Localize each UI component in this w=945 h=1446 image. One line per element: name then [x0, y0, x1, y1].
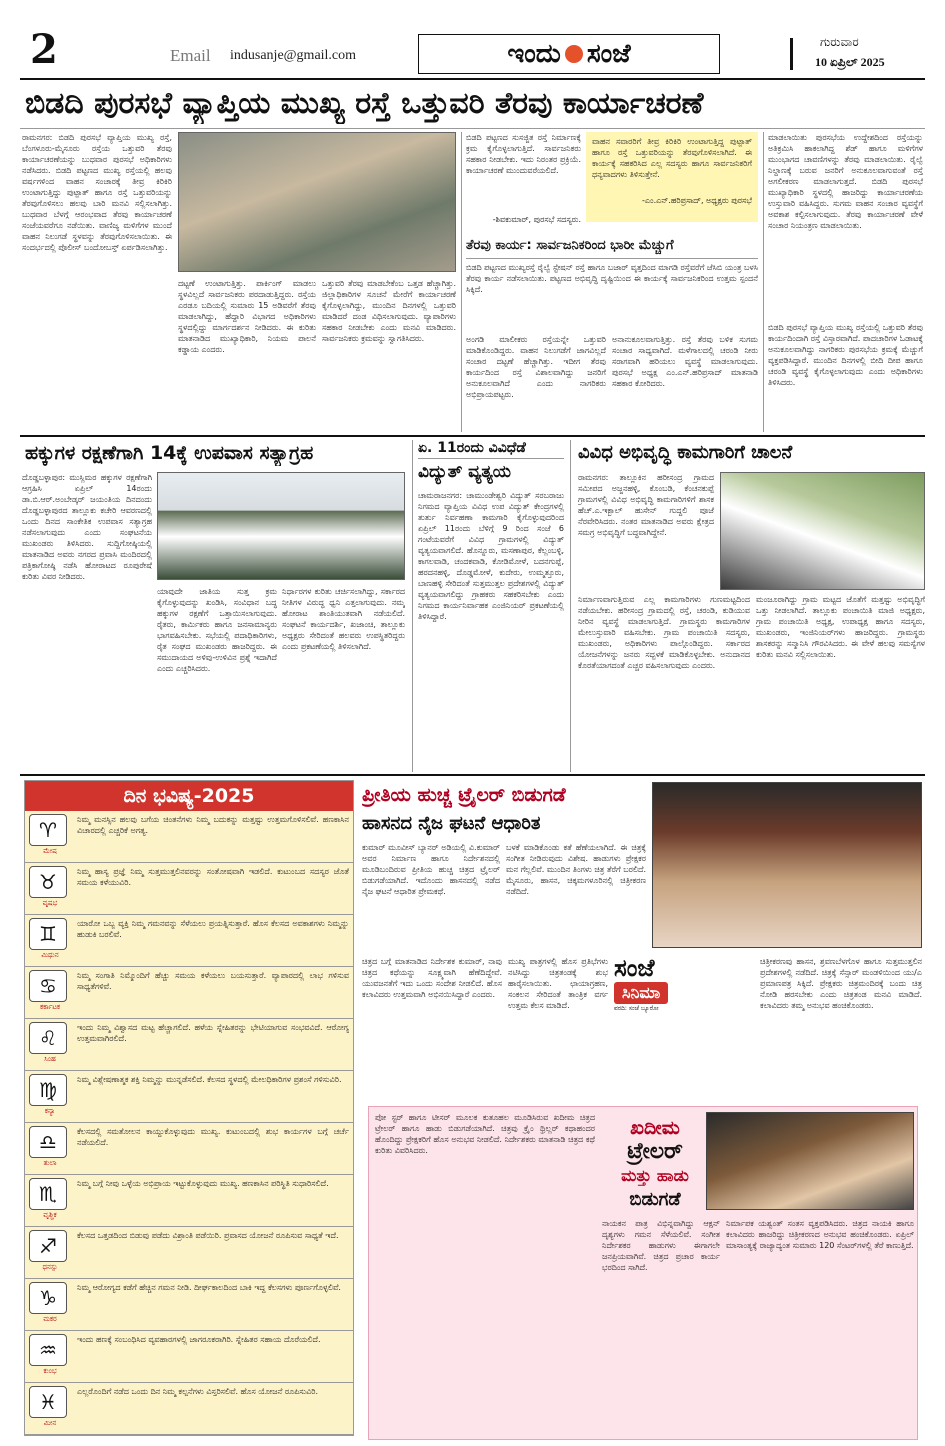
khadeema-col-2: ನಾಯಕನ ಪಾತ್ರ ವಿಭಿನ್ನವಾಗಿದ್ದು ಆಕ್ಷನ್ ದೃಶ್ಯಗಳು ಗಮನ ಸೆಳೆಯಲಿವೆ. ಸಂಗೀತ ನಿರ್ದೇಶಕರ ಹಾಡುಗಳು ಈಗಾಗಲೇ ಜನಪ್ರಿಯವಾಗಿವೆ. ಚಿತ್ರದ ಪ್ರಚಾರ ಕಾರ್ಯ ಭರದಿಂದ ಸಾಗಿದೆ. — [602, 1219, 720, 1272]
horoscope-row — [25, 1071, 353, 1123]
lead-subhead: ತೆರವು ಕಾರ್ಯ: ಸಾರ್ವಜನಿಕರಿಂದ ಭಾರೀ ಮೆಚ್ಚುಗೆ — [466, 238, 674, 253]
zodiac-icon: ♍ — [29, 1074, 67, 1106]
zodiac-name: ಕರ್ಕಾಟಕ — [39, 1003, 61, 1011]
khadeema-title — [600, 1116, 710, 1212]
sanje-cinema-badge — [614, 954, 744, 1012]
dev-col-1a: ರಾಮನಗರ: ತಾಲ್ಲೂಕಿನ ಹರೀಸಂದ್ರ ಗ್ರಾಮದ ಸಮೀಪದ ಅಜ್ಜನಹಳ್ಳಿ, ಕೊಂಬಡಿ, ಕೆಂಚನಕುಪ್ಪೆ ಗ್ರಾಮಗಳಲ್ಲಿ ವಿವಿಧ ಅಭಿವೃದ್ಧಿ ಕಾಮಗಾರಿಗಳಿಗೆ ಶಾಸಕ ಹೆಚ್.ಎ.ಇಕ್ಬಾಲ್ ಹುಸೇನ್ ಗುದ್ದಲಿ ಪೂಜೆ ನೆರವೇರಿಸಿದರು. ನಂತರ ಮಾತನಾಡಿದ ಅವರು ಕ್ಷೇತ್ರದ ಸಮಗ್ರ ಅಭಿವೃದ್ಧಿಗೆ ಬದ್ಧವಾಗಿದ್ದೇನೆ. — [578, 473, 714, 537]
zodiac-name: ಕನ್ಯಾ — [44, 1107, 56, 1115]
date: 10 ಏಪ್ರಿಲ್ 2025 — [815, 55, 885, 69]
horoscope-row — [25, 915, 353, 967]
lead-headline-rule — [20, 128, 925, 129]
movie-col-2: ಬಳಕೆ ಮಾಡಿಕೊಂಡು ಕತೆ ಹೆಣೆಯಲಾಗಿದೆ. ಈ ಚಿತ್ರಕ್ಕೆ ಸಂಗೀತ ನೀಡಿರುವುದು ವಿಶೇಷ. ಹಾಡುಗಳು ಪ್ರೇಕ್ಷಕರ ಮನ ಗೆಲ್ಲಲಿವೆ. ಮುಂದಿನ ತಿಂಗಳು ಚಿತ್ರ ತೆರೆಗೆ ಬರಲಿದೆ. ಮೈಸೂರು, ಹಾಸನ, ಚಿಕ್ಕಮಗಳೂರಿನಲ್ಲಿ ಚಿತ್ರೀಕರಣ ನಡೆದಿದೆ. — [506, 843, 646, 896]
horoscope-row — [25, 1331, 353, 1383]
zodiac-icon: ♌ — [29, 1022, 67, 1054]
lead-col-2b: ಒತ್ತುವರಿ ತೆರವು ಮಾಡಬೇಕೆಂಬ ಒತ್ತಡ ಹೆಚ್ಚಾಗಿತ್ತು. ಜಿಲ್ಲಾಧಿಕಾರಿಗಳ ಸೂಚನೆ ಮೇರೆಗೆ ಕಾರ್ಯಾಚರಣೆ ಕೈಗೊಳ್ಳಲಾಗಿದ್ದು, ಮುಂದಿನ ದಿನಗಳಲ್ಲಿ ಒತ್ತುವರಿ ಮಾಡಿದರೆ ದಂಡ ವಿಧಿಸಲಾಗುವುದು. ವ್ಯಾಪಾರಿಗಳು ಸಹಕಾರ ನೀಡಬೇಕು ಎಂದು ಮನವಿ ಮಾಡಿದರು. ಸಾರ್ವಜನಿಕರು ಕ್ರಮವನ್ನು ಸ್ವಾಗತಿಸಿದರು. — [322, 279, 456, 343]
horoscope-sign — [29, 1126, 71, 1171]
fast-divider — [412, 440, 413, 772]
horoscope-sign — [29, 1230, 71, 1275]
horoscope-panel — [24, 780, 354, 1436]
movie-headline-1: ಪ್ರೀತಿಯ ಹುಚ್ಚ ಟ್ರೈಲರ್ ಬಿಡುಗಡೆ — [362, 784, 566, 806]
horoscope-row — [25, 811, 353, 863]
lead-quote-box — [586, 132, 758, 222]
logo-left: ಇಂದು — [507, 38, 561, 69]
lead-headline: ಬಿಡದಿ ಪುರಸಭೆ ವ್ಯಾಪ್ತಿಯ ಮುಖ್ಯ ರಸ್ತೆ ಒತ್ತುವರಿ ತೆರವು ಕಾರ್ಯಾಚರಣೆ — [25, 86, 704, 121]
lead-col-divider-2 — [763, 132, 764, 432]
zodiac-name: ಮಿಥುನ — [41, 951, 59, 959]
khadeema-title-2: ಟ್ರೇಲರ್ — [627, 1139, 683, 1164]
horoscope-text: ನಿಮ್ಮ ವಿಶ್ಲೇಷಣಾತ್ಮಕ ಶಕ್ತಿ ನಿಮ್ಮನ್ನು ಮುನ್ನಡೆಸಲಿದೆ. ಕೆಲಸದ ಸ್ಥಳದಲ್ಲಿ ಮೇಲಧಿಕಾರಿಗಳ ಪ್ರಶಂಸೆ ಗಳಿಸುವಿರಿ. — [77, 1075, 342, 1084]
horoscope-sign — [29, 970, 71, 1015]
lead-col-4b: ಅಂಗಡಿ ಮಾಲೀಕರು ರಸ್ತೆಯನ್ನೇ ಒತ್ತುವರಿ ಮಾಡಿಕೊಂಡಿದ್ದರು. ವಾಹನ ನಿಲುಗಡೆಗೆ ಜಾಗವಿಲ್ಲದೆ ಸಂಚಾರ ದಟ್ಟಣೆ ಹೆಚ್ಚಾಗಿತ್ತು. ಇದೀಗ ತೆರವು ಕಾರ್ಯದಿಂದ ರಸ್ತೆ ವಿಶಾಲವಾಗಿದ್ದು ಜನರಿಗೆ ಅನುಕೂಲವಾಗಿದೆ ಎಂದು ನಾಗರಿಕರು ಅಭಿಪ್ರಾಯಪಟ್ಟರು. — [466, 335, 606, 399]
fast-col-2: ಯಾವುದೇ ಜಾತಿಯ ಸುತ್ತ ಕ್ರಮ ಕೈಗೊಳ್ಳುವುದನ್ನು ಖಂಡಿಸಿ, ಸಂವಿಧಾನ ಬದ್ಧ ಹಕ್ಕುಗಳ ರಕ್ಷಣೆಗೆ ಒತ್ತಾಯಿಸಲಾಗುವುದು. ರೈತರು, ಕಾರ್ಮಿಕರು ಹಾಗೂ ಜನಸಾಮಾನ್ಯರು ಭಾಗವಹಿಸಬೇಕು. ಸಭೆಯಲ್ಲಿ ಪದಾಧಿಕಾರಿಗಳು, ರೈತ ಸಂಘದ ಮುಖಂಡರು ಹಾಜರಿದ್ದರು. ಈ ಸಮುದಾಯದ ಅಳಿವು-ಉಳಿವಿನ ಪ್ರಶ್ನೆ ಇದಾಗಿದೆ ಎಂದು ಎಚ್ಚರಿಸಿದರು. — [157, 587, 277, 673]
horoscope-row — [25, 1383, 353, 1435]
lead-col-2a: ದಟ್ಟಣೆ ಉಂಟಾಗುತ್ತಿತ್ತು. ಪಾರ್ಕಿಂಗ್ ಮಾಡಲು ಸ್ಥಳವಿಲ್ಲದೆ ಸಾರ್ವಜನಿಕರು ಪರದಾಡುತ್ತಿದ್ದರು. ರಸ್ತೆಯ ಎರಡೂ ಬದಿಯಲ್ಲಿ ಸುಮಾರು 15 ಅಡಿವರೆಗೆ ತೆರವು ಮಾಡಲಾಗಿದ್ದು, ಹೆದ್ದಾರಿ ವಿಭಾಗದ ಅಧಿಕಾರಿಗಳು ಸ್ಥಳದಲ್ಲಿದ್ದು ಮಾರ್ಗದರ್ಶನ ನೀಡಿದರು. ಈ ಕುರಿತು ಮಾತನಾಡಿದ ಮುಖ್ಯಾಧಿಕಾರಿ, ನಿಯಮ ಪಾಲನೆ ಕಡ್ಡಾಯ ಎಂದರು. — [178, 279, 316, 354]
lead-quote: ವಾಹನ ಸವಾರರಿಗೆ ತೀವ್ರ ಕಿರಿಕಿರಿ ಉಂಟಾಗುತ್ತಿದ್ದ ಪುಟ್ಪಾತ್ ಹಾಗೂ ರಸ್ತೆ ಒತ್ತುವರಿಯನ್ನು ತೆರವುಗೊಳಿಸಲಾಗಿದೆ. ಈ ಕಾರ್ಯಕ್ಕೆ ಸಹಕರಿಸಿದ ಎಲ್ಲ ಸದಸ್ಯರು ಹಾಗೂ ಸಾರ್ವಜನಿಕರಿಗೆ ಧನ್ಯವಾದಗಳು ತಿಳಿಸುತ್ತೇನೆ. — [592, 137, 752, 179]
zodiac-name: ತುಲಾ — [43, 1159, 57, 1167]
horoscope-list — [25, 811, 353, 1435]
movie-col-1b: ಚಿತ್ರದ ಬಗ್ಗೆ ಮಾತನಾಡಿದ ನಿರ್ದೇಶಕ ಕುಮಾರ್, ನಾವು ಚಿತ್ರದ ಕಥೆಯನ್ನು ಸೂಕ್ಷ್ಮವಾಗಿ ಹೆಣೆದಿದ್ದೇವೆ. ಯುವಜನತೆಗೆ ಇದು ಒಂದು ಸಂದೇಶ ನೀಡಲಿದೆ. ಹೊಸ ಕಲಾವಿದರು ಉತ್ತಮವಾಗಿ ಅಭಿನಯಿಸಿದ್ದಾರೆ ಎಂದರು. — [362, 957, 502, 999]
zodiac-name: ವೃಷಭ — [42, 899, 58, 907]
masthead-marker — [790, 38, 793, 70]
zodiac-icon: ♐ — [29, 1230, 67, 1262]
zodiac-icon: ♒ — [29, 1334, 67, 1366]
horoscope-row — [25, 1123, 353, 1175]
horoscope-text: ನಿಮ್ಮ ಮನಸ್ಸಿನ ಹಲವು ಬಗೆಯ ಚಿಂತನೆಗಳು ನಿಮ್ಮ ಬದುಕನ್ನು ಮತ್ತಷ್ಟು ಉತ್ತಮಗೊಳಿಸಲಿವೆ. ಹಣಕಾಸಿನ ವಿಚಾರದಲ್ಲಿ ಎಚ್ಚರಿಕೆ ಅಗತ್ಯ. — [77, 815, 349, 835]
horoscope-sign — [29, 1074, 71, 1119]
zodiac-icon: ♉ — [29, 866, 67, 898]
masthead — [0, 0, 945, 80]
lead-col-3a: ಬಿಡದಿ ಪಟ್ಟಣದ ಸುಸಜ್ಜಿತ ರಸ್ತೆ ನಿರ್ಮಾಣಕ್ಕೆ ಕ್ರಮ ಕೈಗೊಳ್ಳಲಾಗುತ್ತಿದೆ. ಸಾರ್ವಜನಿಕರು ಸಹಕಾರ ನೀಡಬೇಕು. ಇದು ನಿರಂತರ ಪ್ರಕ್ರಿಯೆ. ಕಾರ್ಯಾಚರಣೆ ಮುಂದುವರೆಯಲಿದೆ. — [466, 133, 581, 175]
khadeema-col-3: ನಿರ್ಮಾಪಕ ಯಶ್ವಂತ್ ಸಂತಸ ವ್ಯಕ್ತಪಡಿಸಿದರು. ಚಿತ್ರದ ನಾಯಕಿ ಹಾಗೂ ಕಲಾವಿದರು ಹಾಜರಿದ್ದು ಚಿತ್ರೀಕರಣದ ಅನುಭವ ಹಂಚಿಕೊಂಡರು. ಏಪ್ರಿಲ್ ಮಾಸಾಂತ್ಯಕ್ಕೆ ರಾಜ್ಯಾದ್ಯಂತ ಸುಮಾರು 120 ಸೆಂಟರ್‌ಗಳಲ್ಲಿ ತೆರೆ ಕಾಣುತ್ತಿದೆ. — [726, 1219, 914, 1250]
zodiac-name: ಮೀನ — [43, 1419, 57, 1427]
power-headline-2: ವಿದ್ಯುತ್ ವ್ಯತ್ಯಯ — [418, 462, 511, 482]
horoscope-row — [25, 967, 353, 1019]
movie-headline-2: ಹಾಸನದ ನೈಜ ಘಟನೆ ಆಧಾರಿತ — [362, 813, 541, 834]
khadeema-photo — [706, 1112, 914, 1210]
horoscope-sign — [29, 1022, 71, 1067]
horoscope-text: ಇಂದು ನಿಮ್ಮ ವಿಶ್ವಾಸದ ಮಟ್ಟ ಹೆಚ್ಚಾಗಲಿದೆ. ಹಳೆಯ ಸ್ನೇಹಿತರನ್ನು ಭೇಟಿಯಾಗುವ ಸಂಭವವಿದೆ. ಆರೋಗ್ಯ ಉತ್ತಮವಾಗಿರಲಿದೆ. — [77, 1023, 349, 1043]
zodiac-icon: ♊ — [29, 918, 67, 950]
section-rule-1 — [20, 435, 925, 437]
horoscope-text: ನಿಮ್ಮ ಸಂಗಾತಿ ನಿಮ್ಮೊಂದಿಗೆ ಹೆಚ್ಚು ಸಮಯ ಕಳೆಯಲು ಬಯಸುತ್ತಾರೆ. ವ್ಯಾಪಾರದಲ್ಲಿ ಲಾಭ ಗಳಿಸುವ ಸಾಧ್ಯತೆಗಳಿವೆ. — [77, 971, 349, 991]
lead-quote-sign: -ಎಂ.ಎನ್.ಹರಿಪ್ರಸಾದ್, ಅಧ್ಯಕ್ಷರು ಪುರಸಭೆ — [642, 196, 752, 205]
zodiac-name: ಮಕರ — [43, 1315, 57, 1323]
horoscope-sign — [29, 814, 71, 859]
zodiac-icon: ♈ — [29, 814, 67, 846]
horoscope-sign — [29, 1334, 71, 1379]
sun-icon — [565, 45, 583, 63]
fast-col-1: ದೊಡ್ಡಬಳ್ಳಾಪುರ: ಮುಸ್ಲಿಮರ ಹಕ್ಕುಗಳ ರಕ್ಷಣೆಗಾಗಿ ಆಗ್ರಹಿಸಿ ಏಪ್ರಿಲ್ 14ರಂದು ಡಾ.ಬಿ.ಆರ್.ಅಂಬೇಡ್ಕರ್ ಜಯಂತಿಯ ದಿನದಂದು ದೊಡ್ಡಬಳ್ಳಾಪುರದ ತಾಲ್ಲೂಕು ಕಚೇರಿ ಆವರಣದಲ್ಲಿ ಒಂದು ದಿನದ ಸಾಂಕೇತಿಕ ಉಪವಾಸ ಸತ್ಯಾಗ್ರಹ ನಡೆಸಲಾಗುವುದು ಎಂದು ಸಂಘಟನೆಯ ಮುಖಂಡರು ತಿಳಿಸಿದರು. ಸುದ್ದಿಗೋಷ್ಠಿಯಲ್ಲಿ ಮಾತನಾಡಿದ ಅವರು ನಗರದ ಪ್ರವಾಸಿ ಮಂದಿರದಲ್ಲಿ ಪತ್ರಿಕಾಗೋಷ್ಠಿ ನಡೆಸಿ ಹೋರಾಟದ ರೂಪುರೇಷೆ ಕುರಿತು ವಿವರ ನೀಡಿದರು. — [22, 473, 152, 581]
day: ಗುರುವಾರ — [820, 35, 859, 49]
zodiac-name: ವೃಶ್ಚಿಕ — [43, 1211, 57, 1219]
horoscope-text: ನಿಮ್ಮ ಆರೋಗ್ಯದ ಕಡೆಗೆ ಹೆಚ್ಚಿನ ಗಮನ ನೀಡಿ. ದೀರ್ಘಕಾಲದಿಂದ ಬಾಕಿ ಇದ್ದ ಕೆಲಸಗಳು ಪೂರ್ಣಗೊಳ್ಳಲಿವೆ. — [77, 1283, 341, 1292]
movie-col-3: ಮುಖ್ಯ ಪಾತ್ರಗಳಲ್ಲಿ ಹೊಸ ಪ್ರತಿಭೆಗಳು ನಟಿಸಿದ್ದು ಚಿತ್ರತಂಡಕ್ಕೆ ಶುಭ ಹಾರೈಸಲಾಯಿತು. ಛಾಯಾಗ್ರಹಣ, ಸಂಕಲನ ಸೇರಿದಂತೆ ತಾಂತ್ರಿಕ ವರ್ಗ ಉತ್ತಮ ಕೆಲಸ ಮಾಡಿದೆ. — [508, 957, 608, 1010]
khadeema-title-3: ಮತ್ತು ಹಾಡು — [621, 1166, 689, 1185]
horoscope-sign — [29, 918, 71, 963]
lead-col-1: ರಾಮನಗರ: ಬಿಡದಿ ಪುರಸಭೆ ವ್ಯಾಪ್ತಿಯ ಮುಖ್ಯ ರಸ್ತೆ, ಬೆಂಗಳೂರು-ಮೈಸೂರು ರಸ್ತೆಯ ಒತ್ತುವರಿ ತೆರವು ಕಾರ್ಯಾಚರಣೆಯನ್ನು ಬುಧವಾರ ಪುರಸಭೆ ಅಧಿಕಾರಿಗಳು ನಡೆಸಿದರು. ಬಿಡದಿ ಪಟ್ಟಣದ ಮುಖ್ಯ ರಸ್ತೆಯಲ್ಲಿ ಹಲವು ವರ್ಷಗಳಿಂದ ವಾಹನ ಸಂಚಾರಕ್ಕೆ ತೀವ್ರ ಕಿರಿಕಿರಿ ಉಂಟಾಗುತ್ತಿದ್ದು ಪುಟ್ಪಾತ್ ಹಾಗೂ ರಸ್ತೆ ಒತ್ತುವರಿಯನ್ನು ತೆರವುಗೊಳಿಸಲು ಹಲವು ಬಾರಿ ಮನವಿ ಸಲ್ಲಿಸಲಾಗಿತ್ತು. ಬುಧವಾರ ಬೆಳಗ್ಗೆ ಆರಂಭವಾದ ತೆರವು ಕಾರ್ಯಾಚರಣೆ ಸಂಜೆಯವರೆಗೂ ನಡೆಯಿತು. ವಾಣಿಜ್ಯ ಮಳಿಗೆಗಳ ಮುಂದೆ ವಾಹನ ನಿಲುಗಡೆ ಸ್ಥಳವನ್ನು ತೆರವುಗೊಳಿಸಲಾಯಿತು. ಈ ಸಂದರ್ಭದಲ್ಲಿ ಪೊಲೀಸ್ ಬಂದೋಬಸ್ತ್ ಏರ್ಪಡಿಸಲಾಗಿತ್ತು. — [22, 133, 172, 252]
horoscope-row — [25, 863, 353, 915]
dev-photo — [720, 472, 925, 590]
zodiac-icon: ♋ — [29, 970, 67, 1002]
khadeema-title-4: ಬಿಡುಗಡೆ — [629, 1189, 681, 1210]
zodiac-name: ಸಿಂಹ — [44, 1055, 56, 1063]
dev-col-2: ಮಂಜೂರಾಗಿದ್ದು ಗ್ರಾಮ ಮಟ್ಟದ ಜೊತೆಗೆ ಮತ್ತಷ್ಟು ಅಭಿವೃದ್ಧಿಗೆ ಒತ್ತು ನೀಡಲಾಗಿದೆ. ತಾಲ್ಲೂಕು ಪಂಚಾಯಿತಿ ಮಾಜಿ ಅಧ್ಯಕ್ಷರು, ಗ್ರಾಮ ಪಂಚಾಯಿತಿ ಅಧ್ಯಕ್ಷ, ಉಪಾಧ್ಯಕ್ಷ ಹಾಗೂ ಸದಸ್ಯರು, ಮುಖಂಡರು, ಇಂಜಿನಿಯರ್‌ಗಳು ಹಾಜರಿದ್ದರು. ಗ್ರಾಮಸ್ಥರು ಶಾಸಕರನ್ನು ಸನ್ಮಾನಿಸಿ ಗೌರವಿಸಿದರು. ಈ ವೇಳೆ ಹಲವು ಸಮಸ್ಯೆಗಳ ಕುರಿತು ಮನವಿ ಸಲ್ಲಿಸಲಾಯಿತು. — [756, 595, 925, 659]
horoscope-text: ಇಂದು ಹಣಕ್ಕೆ ಸಂಬಂಧಿಸಿದ ವ್ಯವಹಾರಗಳಲ್ಲಿ ಜಾಗರೂಕರಾಗಿರಿ. ಸ್ನೇಹಿತರ ಸಹಾಯ ದೊರೆಯಲಿದೆ. — [77, 1335, 321, 1344]
horoscope-sign — [29, 1282, 71, 1327]
masthead-rule — [20, 78, 925, 80]
lead-col-5: ಮಾಡಲಾಯಿತು ಪುರಸಭೆಯ ಉದ್ದೇಶದಿಂದ ರಸ್ತೆಯನ್ನು ಅತಿಕ್ರಮಿಸಿ ಹಾಕಲಾಗಿದ್ದ ಶೆಡ್ ಹಾಗೂ ಮಳಿಗೆಗಳ ಮುಂಭಾಗದ ಚಾವಣಿಗಳನ್ನು ತೆರವು ಮಾಡಲಾಯಿತು. ರೈಲ್ವೆ ನಿಲ್ದಾಣಕ್ಕೆ ಬರುವ ಜನರಿಗೆ ಅನುಕೂಲವಾಗುವಂತೆ ರಸ್ತೆ ಅಗಲೀಕರಣ ಮಾಡಲಾಗುತ್ತದೆ. ಬಿಡದಿ ಪುರಸಭೆ ಮುಖ್ಯಾಧಿಕಾರಿ ಸ್ಥಳದಲ್ಲಿ ಹಾಜರಿದ್ದು ಕಾರ್ಯಾಚರಣೆಯ ಉಸ್ತುವಾರಿ ವಹಿಸಿದ್ದರು. ಸುಗಮ ವಾಹನ ಸಂಚಾರ ವ್ಯವಸ್ಥೆಗೆ ಅವಕಾಶ ಕಲ್ಪಿಸಲಾಗುವುದು. ತೆರವು ಕಾರ್ಯಾಚರಣೆ ವೇಳೆ ಸಂಚಾರ ನಿಯಂತ್ರಣ ಮಾಡಲಾಯಿತು. — [768, 133, 923, 230]
power-headline-box — [418, 440, 564, 482]
logo-right: ಸಂಜೆ — [586, 38, 631, 69]
lead-subhead-text: ಬಿಡದಿ ಪಟ್ಟಣದ ಮುಖ್ಯರಸ್ತೆ ರೈಲ್ವೆ ಸ್ಟೇಷನ್ ರಸ್ತೆ ಹಾಗೂ ಬಜಾರ್ ವೃತ್ತದಿಂದ ಮಾಗಡಿ ರಸ್ತೆವರೆಗೆ ಜೆಸಿಬಿ ಯಂತ್ರ ಬಳಸಿ ತೆರವು ಕಾರ್ಯ ನಡೆಸಲಾಯಿತು. ಪಟ್ಟಣದ ಅಭಿವೃದ್ಧಿ ದೃಷ್ಟಿಯಿಂದ ಈ ಕಾರ್ಯಕ್ಕೆ ಸಾರ್ವಜನಿಕರಿಂದ ಉತ್ತಮ ಸ್ಪಂದನೆ ಸಿಕ್ಕಿದೆ. — [466, 263, 758, 294]
lead-col-6b: ಬಿಡದಿ ಪುರಸಭೆ ವ್ಯಾಪ್ತಿಯ ಮುಖ್ಯ ರಸ್ತೆಯಲ್ಲಿ ಒತ್ತುವರಿ ತೆರವು ಕಾರ್ಯದಿಂದಾಗಿ ರಸ್ತೆ ವಿಸ್ತಾರವಾಗಿದೆ. ಪಾದಚಾರಿಗಳ ಓಡಾಟಕ್ಕೆ ಅನುಕೂಲವಾಗಿದ್ದು ನಾಗರಿಕರು ಪುರಸಭೆಯ ಕ್ರಮಕ್ಕೆ ಮೆಚ್ಚುಗೆ ವ್ಯಕ್ತಪಡಿಸಿದ್ದಾರೆ. ಮುಂದಿನ ದಿನಗಳಲ್ಲಿ ಬೀದಿ ದೀಪ ಹಾಗೂ ಚರಂಡಿ ವ್ಯವಸ್ಥೆ ಕೈಗೊಳ್ಳಲಾಗುವುದು ಎಂದು ಅಧಿಕಾರಿಗಳು ತಿಳಿಸಿದರು. — [768, 323, 923, 387]
zodiac-icon: ♏ — [29, 1178, 67, 1210]
horoscope-text: ಎಲ್ಲರೊಂದಿಗೆ ನಡೆದ ಒಂದು ದಿನ ನಿಮ್ಮ ಕಲ್ಪನೆಗಳು ವಿಸ್ತರಿಸಲಿವೆ. ಹೊಸ ಯೋಜನೆ ರೂಪಿಸುವಿರಿ. — [77, 1387, 319, 1396]
horoscope-sign — [29, 866, 71, 911]
email-address[interactable]: indusanje@gmail.com — [230, 48, 357, 63]
khadeema-col-1: ಪೋ ಸ್ಟರ್ ಹಾಗೂ ಟೀಸರ್ ಮೂಲಕ ಕುತೂಹಲ ಮೂಡಿಸಿರುವ ಖದೀಮ ಚಿತ್ರದ ಟ್ರೇಲರ್ ಹಾಗೂ ಹಾಡು ಬಿಡುಗಡೆಯಾಗಿದೆ. ಚಿತ್ರವು ಕ್ರೈಂ ಥ್ರಿಲ್ಲರ್ ಕಥಾಹಂದರ ಹೊಂದಿದ್ದು ಪ್ರೇಕ್ಷಕರಿಗೆ ಹೊಸ ಅನುಭವ ನೀಡಲಿದೆ. ನಿರ್ದೇಶಕರು ಮಾತನಾಡಿ ಚಿತ್ರದ ಕಥೆ ಕುರಿತು ವಿವರಿಸಿದರು. — [375, 1113, 595, 1155]
horoscope-title-bar — [25, 781, 353, 811]
fast-photo — [157, 472, 405, 580]
zodiac-name: ಮೇಷ — [43, 847, 57, 855]
zodiac-name: ಕುಂಭ — [43, 1367, 57, 1375]
lead-subhead-rule — [466, 258, 758, 259]
fast-col-3: ನಿರ್ಧಾರಗಳ ಕುರಿತು ಚರ್ಚಿಸಲಾಗಿದ್ದು, ಸರ್ಕಾರದ ನೀತಿಗಳ ವಿರುದ್ಧ ಧ್ವನಿ ಎತ್ತಲಾಗುವುದು. ನಮ್ಮ ಹೋರಾಟ ಶಾಂತಿಯುತವಾಗಿ ನಡೆಯಲಿದೆ. ಸಂಘಟನೆ ಕಾರ್ಯದರ್ಶಿ, ಖಜಾಂಚಿ, ತಾಲ್ಲೂಕು ಅಧ್ಯಕ್ಷರು ಸೇರಿದಂತೆ ಹಲವರು ಉಪಸ್ಥಿತರಿದ್ದರು ಎಂದು ಪ್ರಕಟಣೆಯಲ್ಲಿ ತಿಳಿಸಲಾಗಿದೆ. — [282, 587, 405, 651]
power-divider — [570, 440, 571, 772]
horoscope-row — [25, 1279, 353, 1331]
sanje-label: ಸಂಜೆ — [614, 954, 655, 982]
masthead-logo — [418, 34, 720, 74]
horoscope-sign — [29, 1386, 71, 1431]
zodiac-name: ಧನಸ್ಸು — [42, 1263, 58, 1271]
lead-photo — [178, 132, 456, 272]
power-headline-1: ಏ. 11ರಂದು ವಿವಿಧೆಡೆ — [418, 440, 564, 459]
power-body: ಚಾಮರಾಜನಗರ: ಚಾಮುಂಡೇಶ್ವರಿ ವಿದ್ಯುತ್ ಸರಬರಾಜು ನಿಗಮದ ವ್ಯಾಪ್ತಿಯ ವಿವಿಧ ಉಪ ವಿದ್ಯುತ್ ಕೇಂದ್ರಗಳಲ್ಲಿ ತುರ್ತು ನಿರ್ವಹಣಾ ಕಾಮಗಾರಿ ಕೈಗೊಳ್ಳುವುದರಿಂದ ಏಪ್ರಿಲ್ 11ರಂದು ಬೆಳಿಗ್ಗೆ 9 ರಿಂದ ಸಂಜೆ 6 ಗಂಟೆಯವರೆಗೆ ವಿವಿಧ ಗ್ರಾಮಗಳಲ್ಲಿ ವಿದ್ಯುತ್ ವ್ಯತ್ಯಯವಾಗಲಿದೆ. ಹೊನ್ನೂರು, ಮಸಣಾಪುರ, ಕೆಲ್ಲಂಬಳ್ಳಿ, ಕಾಗಲವಾಡಿ, ಚಂದಕವಾಡಿ, ಕೋಡಿಮೋಳೆ, ಬದನಗುಪ್ಪೆ, ಹರದನಹಳ್ಳಿ, ದೊಡ್ಡಮೋಳೆ, ಕುದೇರು, ಉಮ್ಮತ್ತೂರು, ಬಾಣಹಳ್ಳಿ ಸೇರಿದಂತೆ ಸುತ್ತಮುತ್ತಲ ಪ್ರದೇಶಗಳಲ್ಲಿ ವಿದ್ಯುತ್ ವ್ಯತ್ಯಯವಾಗಲಿದ್ದು ಗ್ರಾಹಕರು ಸಹಕರಿಸಬೇಕು ಎಂದು ನಿಗಮದ ಕಾರ್ಯನಿರ್ವಾಹಕ ಎಂಜಿನಿಯರ್ ಪ್ರಕಟಣೆಯಲ್ಲಿ ತಿಳಿಸಿದ್ದಾರೆ. — [418, 491, 564, 621]
dev-headline: ವಿವಿಧ ಅಭಿವೃದ್ಧಿ ಕಾಮಗಾರಿಗೆ ಚಾಲನೆ — [578, 442, 793, 463]
movie-col-1: ಕುಮಾರ್ ಮೂವೀಸ್ ಬ್ಯಾನರ್ ಅಡಿಯಲ್ಲಿ ವಿ.ಕುಮಾರ್ ಅವರ ನಿರ್ಮಾಣ ಹಾಗೂ ನಿರ್ದೇಶನದಲ್ಲಿ ಮೂಡಿಬಂದಿರುವ ಪ್ರೀತಿಯ ಹುಚ್ಚ ಚಿತ್ರದ ಟ್ರೈಲರ್ ಬಿಡುಗಡೆಯಾಗಿದೆ. ಇದೊಂದು ಹಾಸನದಲ್ಲಿ ನಡೆದ ನೈಜ ಘಟನೆ ಆಧಾರಿತ ಪ್ರೇಮಕಥೆ. — [362, 843, 500, 896]
section-rule-2 — [20, 774, 925, 776]
page-number: 2 — [30, 26, 58, 73]
horoscope-title: ದಿನ ಭವಿಷ್ಯ-2025 — [123, 785, 255, 807]
zodiac-icon: ♓ — [29, 1386, 67, 1418]
horoscope-text: ಕೆಲಸದಲ್ಲಿ ಸಮತೋಲನ ಕಾಯ್ದುಕೊಳ್ಳುವುದು ಮುಖ್ಯ. ಕುಟುಂಬದಲ್ಲಿ ಶುಭ ಕಾರ್ಯಗಳ ಬಗ್ಗೆ ಚರ್ಚೆ ನಡೆಯಲಿದೆ. — [77, 1127, 349, 1147]
zodiac-icon: ♎ — [29, 1126, 67, 1158]
horoscope-text: ಕೆಲಸದ ಒತ್ತಡದಿಂದ ಬಿಡುವು ಪಡೆದು ವಿಶ್ರಾಂತಿ ಪಡೆಯಿರಿ. ಪ್ರವಾಸದ ಯೋಜನೆ ರೂಪಿಸುವ ಸಾಧ್ಯತೆ ಇದೆ. — [77, 1231, 339, 1240]
fast-headline: ಹಕ್ಕುಗಳ ರಕ್ಷಣೆಗಾಗಿ 14ಕ್ಕೆ ಉಪವಾಸ ಸತ್ಯಾಗ್ರಹ — [25, 442, 314, 464]
horoscope-text: ನಿಮ್ಮ ಹಾಸ್ಯ ಪ್ರಜ್ಞೆ ನಿಮ್ಮ ಸುತ್ತಮುತ್ತಲಿನವರನ್ನು ಸಂತೋಷವಾಗಿ ಇಡಲಿದೆ. ಕುಟುಂಬದ ಸದಸ್ಯರ ಜೊತೆ ಸಮಯ ಕಳೆಯುವಿರಿ. — [77, 867, 349, 887]
zodiac-icon: ♑ — [29, 1282, 67, 1314]
lead-col-3a-sign: -ಶಿವಕುಮಾರ್, ಪುರಸಭೆ ಸದಸ್ಯರು. — [492, 215, 581, 224]
horoscope-row — [25, 1227, 353, 1279]
horoscope-text: ನಿಮ್ಮ ಬಗ್ಗೆ ನೀವು ಒಳ್ಳೆಯ ಅಭಿಪ್ರಾಯ ಇಟ್ಟುಕೊಳ್ಳುವುದು ಮುಖ್ಯ. ಹಣಕಾಸಿನ ಪರಿಸ್ಥಿತಿ ಸುಧಾರಿಸಲಿದೆ. — [77, 1179, 329, 1188]
movie-photo — [652, 782, 922, 948]
cinema-sub: ವರದಿ: ಸಂಜೆ ಬ್ಯೂರೋ — [614, 1005, 659, 1012]
movie-col-4: ಚಿತ್ರೀಕರಣವು ಹಾಸನ, ಶ್ರವಣಬೆಳಗೊಳ ಹಾಗೂ ಸುತ್ತಮುತ್ತಲಿನ ಪ್ರದೇಶಗಳಲ್ಲಿ ನಡೆದಿದೆ. ಚಿತ್ರಕ್ಕೆ ಸೆನ್ಸಾರ್ ಮಂಡಳಿಯಿಂದ ಯು/ಎ ಪ್ರಮಾಣಪತ್ರ ಸಿಕ್ಕಿದೆ. ಪ್ರೇಕ್ಷಕರು ಚಿತ್ರಮಂದಿರಕ್ಕೆ ಬಂದು ಚಿತ್ರ ನೋಡಿ ಹರಸಬೇಕು ಎಂದು ಚಿತ್ರತಂಡ ಮನವಿ ಮಾಡಿದೆ. ಕಲಾವಿದರು ತಮ್ಮ ಅನುಭವ ಹಂಚಿಕೊಂಡರು. — [760, 957, 922, 1010]
cinema-label: ಸಿನಿಮಾ — [614, 982, 668, 1004]
horoscope-row — [25, 1175, 353, 1227]
lead-col-divider — [461, 132, 462, 432]
horoscope-text: ಯಾರೋ ಒಬ್ಬ ವ್ಯಕ್ತಿ ನಿಮ್ಮ ಗಮನವನ್ನು ಸೆಳೆಯಲು ಪ್ರಯತ್ನಿಸುತ್ತಾರೆ. ಹೊಸ ಕೆಲಸದ ಅವಕಾಶಗಳು ನಿಮ್ಮನ್ನು ಹುಡುಕಿ ಬರಲಿವೆ. — [77, 919, 349, 939]
lead-col-4c: ಅನಾನುಕೂಲವಾಗುತ್ತಿತ್ತು. ರಸ್ತೆ ತೆರವು ಬಳಿಕ ಸುಗಮ ಸಂಚಾರ ಸಾಧ್ಯವಾಗಿದೆ. ಮಳೆಗಾಲದಲ್ಲಿ ಚರಂಡಿ ನೀರು ಸರಾಗವಾಗಿ ಹರಿಯಲು ವ್ಯವಸ್ಥೆ ಮಾಡಲಾಗುವುದು. ಪುರಸಭೆ ಅಧ್ಯಕ್ಷ ಎಂ.ಎನ್.ಹರಿಪ್ರಸಾದ್ ಮಾತನಾಡಿ ಸಹಕಾರ ಕೋರಿದರು. — [612, 335, 758, 388]
horoscope-row — [25, 1019, 353, 1071]
horoscope-sign — [29, 1178, 71, 1223]
dev-col-1b: ನಿರ್ಮಾಣವಾಗುತ್ತಿರುವ ಎಲ್ಲ ಕಾಮಗಾರಿಗಳು ಗುಣಮಟ್ಟದಿಂದ ನಡೆಯಬೇಕು. ಹರೀಸಂದ್ರ ಗ್ರಾಮದಲ್ಲಿ ರಸ್ತೆ, ಚರಂಡಿ, ಕುಡಿಯುವ ನೀರಿನ ವ್ಯವಸ್ಥೆ ಮಾಡಲಾಗುತ್ತಿದೆ. ಗ್ರಾಮಸ್ಥರು ಕಾಮಗಾರಿಗಳ ಮೇಲುಸ್ತುವಾರಿ ವಹಿಸಬೇಕು. ಗ್ರಾಮ ಪಂಚಾಯಿತಿ ಸದಸ್ಯರು, ಮುಖಂಡರು, ಅಧಿಕಾರಿಗಳು ಪಾಲ್ಗೊಂಡಿದ್ದರು. ಸರ್ಕಾರದ ಯೋಜನೆಗಳನ್ನು ಜನರು ಸದ್ಬಳಕೆ ಮಾಡಿಕೊಳ್ಳಬೇಕು. ಅನುದಾನದ ಕೊರತೆಯಾಗದಂತೆ ಎಚ್ಚರ ವಹಿಸಲಾಗುವುದು ಎಂದರು. — [578, 595, 750, 670]
khadeema-title-1: ಖದೀಮ — [630, 1117, 680, 1139]
email-label: Email — [170, 46, 211, 65]
